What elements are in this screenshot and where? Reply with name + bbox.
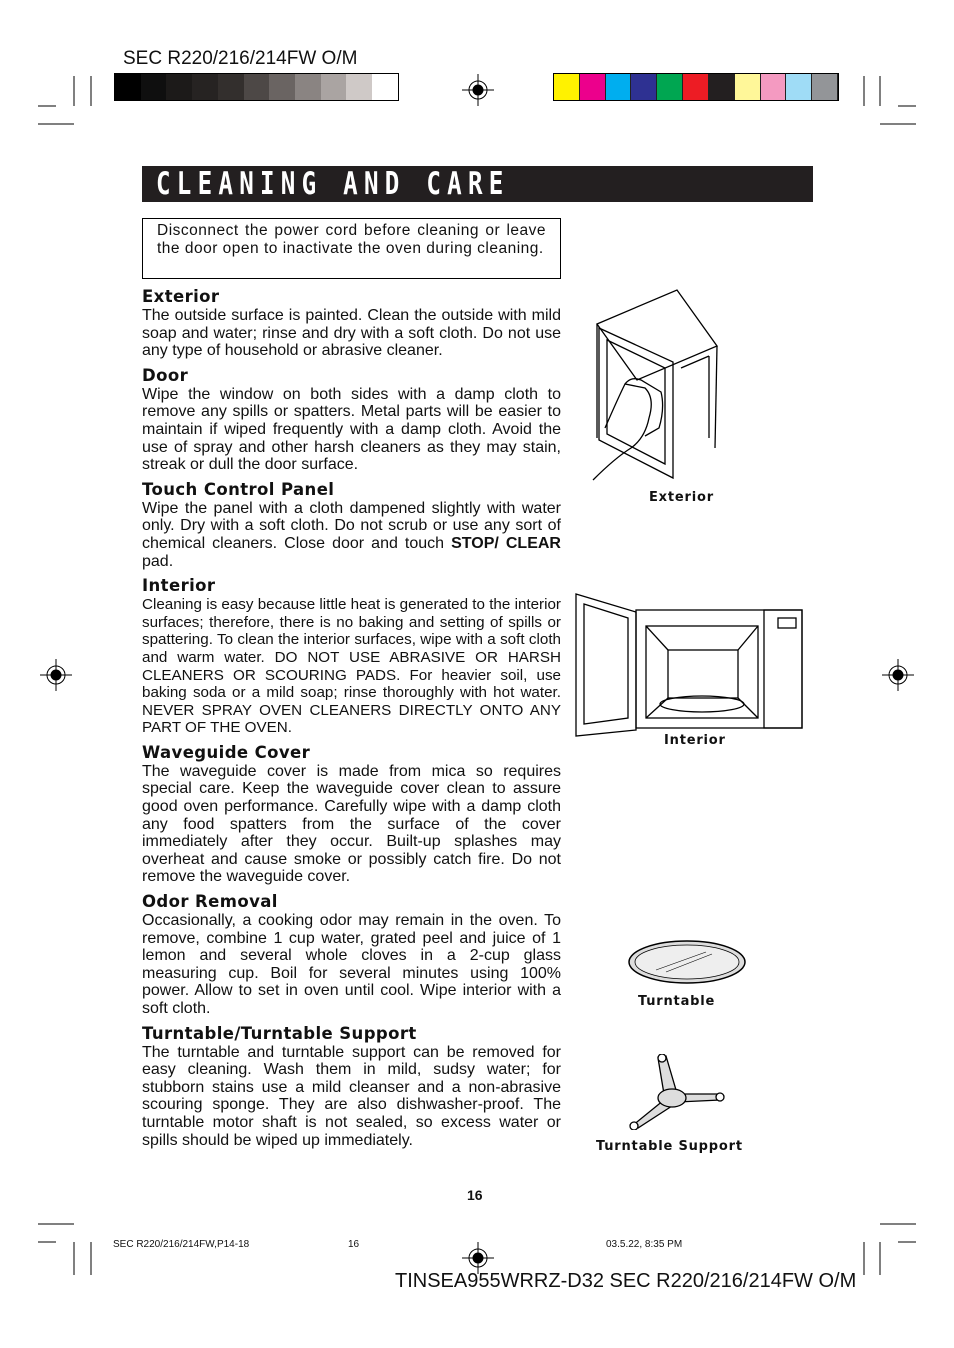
section-heading: Touch Control Panel [142, 479, 335, 499]
turntable-illustration [626, 938, 748, 988]
color-swatch [761, 74, 787, 100]
color-swatch [812, 74, 838, 100]
gray-swatch [372, 74, 398, 100]
section-touch-control-panel [142, 480, 561, 570]
color-calibration-strip [554, 74, 838, 100]
gray-swatch [321, 74, 347, 100]
gray-swatch [192, 74, 218, 100]
color-swatch [709, 74, 735, 100]
slug-file: SEC R220/216/214FW,P14-18 [113, 1239, 250, 1250]
color-swatch [786, 74, 812, 100]
body-tail: pad. [142, 552, 174, 570]
section-turntable [142, 1024, 561, 1150]
section-heading: Door [142, 365, 189, 385]
content-column [142, 287, 561, 1149]
color-swatch [631, 74, 657, 100]
body-text: Wipe the panel with a cloth dampened slightly with water only. Dry with a soft cloth. Do not scrub or use any sort of chemical cleaners. Close door and touch [142, 499, 561, 552]
gray-swatch [141, 74, 167, 100]
exterior-illustration [585, 288, 725, 484]
gray-swatch [295, 74, 321, 100]
gray-swatch [218, 74, 244, 100]
gray-swatch [166, 74, 192, 100]
gray-swatch [269, 74, 295, 100]
notice-text: Disconnect the power cord before cleaning or leave the door open to inactivate the oven during cleaning. [157, 222, 546, 257]
color-swatch [580, 74, 606, 100]
header-doc-code: SEC R220/216/214FW O/M [123, 48, 358, 69]
page-title: CLEANING AND CARE [156, 166, 510, 202]
gray-swatch [244, 74, 270, 100]
section-heading: Turntable/Turntable Support [142, 1023, 417, 1043]
section-heading: Interior [142, 576, 216, 596]
exterior-caption: Exterior [649, 490, 714, 505]
stop-clear-label: STOP/ CLEAR [451, 534, 561, 552]
interior-illustration [574, 590, 806, 738]
color-swatch [606, 74, 632, 100]
gray-swatch [115, 74, 141, 100]
section-heading: Odor Removal [142, 892, 278, 912]
section-exterior [142, 287, 561, 360]
section-body: The outside surface is painted. Clean the outside with mild soap and water; rinse and dry with a soft cloth. Do not use any type of household or abrasive cleaner. [142, 307, 561, 360]
section-body: The waveguide cover is made from mica so requires special care. Keep the waveguide cover clean to assure good oven performance. Carefully wipe with a damp cloth any food spatters from the surface of the cover immediately after they occur. Built-up splashes may overheat and cause smoke or possibly catch fire. Do not remove the waveguide cover. [142, 762, 561, 886]
turntable-support-illustration [628, 1054, 726, 1130]
color-swatch [554, 74, 580, 100]
section-body: The turntable and turntable support can be removed for easy cleaning. Wash them in mild, sudsy water; for stubborn stains use a mild cleanser and a non-abrasive scouring sponge. They are also dishwasher-proof. The turntable motor shaft is not sealed, so excess water or spills should be wiped up immediately. [142, 1043, 561, 1149]
interior-caption: Interior [664, 733, 726, 748]
section-body: Cleaning is easy because little heat is generated to the interior surfaces; therefore, there is no baking and setting of spills or spattering. To clean the interior surfaces, wipe with a soft cloth and warm water. DO NOT USE ABRASIVE OR HARSH CLEANERS OR SCOURING PADS. For heavier soil, use baking soda or a mild soap; rinse thoroughly with hot water. NEVER SPRAY OVEN CLEANERS DIRECTLY ONTO ANY PART OF THE OVEN. [142, 596, 561, 737]
color-swatch [735, 74, 761, 100]
section-door [142, 366, 561, 474]
color-swatch [657, 74, 683, 100]
section-body: Occasionally, a cooking odor may remain in the oven. To remove, combine 1 cup water, grated peel and juice of 1 lemon and several whole cloves in a 2-cup glass measuring cup. Boil for several minutes using 100% power. Allow to set in oven until cool. Wipe interior with a soft cloth. [142, 912, 561, 1017]
color-swatch [683, 74, 709, 100]
turntable-caption: Turntable [638, 994, 716, 1009]
section-body [142, 500, 561, 570]
slug-date: 03.5.22, 8:35 PM [606, 1239, 683, 1250]
page-number: 16 [467, 1187, 483, 1203]
section-odor-removal [142, 892, 561, 1018]
section-heading: Exterior [142, 287, 220, 306]
section-heading: Waveguide Cover [142, 742, 311, 762]
slug-page: 16 [348, 1239, 360, 1250]
section-waveguide-cover [142, 743, 561, 886]
section-body: Wipe the window on both sides with a damp cloth to remove any spills or spatters. Metal parts will be easier to maintain if wiped frequently with a damp cloth. Avoid the use of spray and other harsh cleaners as they may stain, streak or dull the door surface. [142, 385, 561, 474]
grayscale-calibration-strip [115, 74, 398, 100]
turntable-support-caption: Turntable Support [596, 1139, 743, 1154]
section-interior [142, 576, 561, 737]
footer-doc-code: TINSEA955WRRZ-D32 SEC R220/216/214FW O/M [395, 1270, 857, 1292]
notice-box [142, 218, 561, 279]
gray-swatch [346, 74, 372, 100]
